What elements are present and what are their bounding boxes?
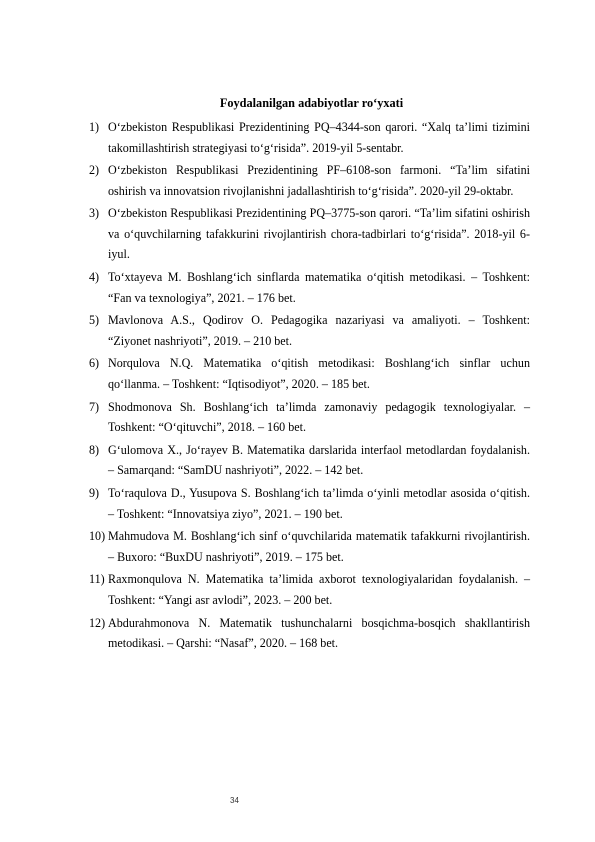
page-title: Foydalanilgan adabiyotlar ro‘yxati	[219, 96, 404, 110]
reference-number: 12)	[89, 615, 106, 630]
reference-text: Raxmonqulova N. Matematika ta’limida axborot texnologiyalaridan foydalanish. – Toshkent: “Yangi asr avlodi”, 2023. – 200 bet.	[108, 572, 530, 607]
list-item	[90, 267, 530, 308]
reference-text: Mavlonova A.S., Qodirov O. Pedagogika nazariyasi va amaliyoti. – Toshkent: “Ziyonet nashriyoti”, 2019. – 210 bet.	[108, 313, 530, 348]
list-item	[90, 613, 530, 654]
list-item	[90, 526, 530, 567]
list-item	[90, 203, 530, 265]
reference-number: 6)	[89, 356, 100, 371]
reference-text: O‘zbekiston Respublikasi Prezidentining PF–6108-son farmoni. “Ta’lim sifatini oshirish va innovatsion rivojlanishni jadallashtirish to‘g‘risida”. 2020-yil 29-oktabr.	[108, 163, 530, 198]
reference-number: 4)	[89, 270, 100, 285]
list-item	[90, 353, 530, 394]
reference-number: 1)	[89, 120, 100, 134]
reference-text: Mahmudova M. Boshlang‘ich sinf o‘quvchilarida matematik tafakkurni rivojlantirish. – Buxoro: “BuxDU nashriyoti”, 2019. – 175 bet.	[108, 529, 530, 564]
list-item	[90, 397, 530, 438]
reference-number: 8)	[89, 442, 100, 457]
reference-text: To‘xtayeva M. Boshlang‘ich sinflarda matematika o‘qitish metodikasi. – Toshkent: “Fan va texnologiya”, 2021. – 176 bet.	[108, 270, 530, 305]
reference-list	[90, 117, 530, 656]
list-item	[90, 569, 530, 610]
reference-number: 11)	[89, 572, 105, 587]
reference-text: Norqulova N.Q. Matematika o‘qitish metodikasi: Boshlang‘ich sinflar uchun qo‘llanma. – Toshkent: “Iqtisodiyot”, 2020. – 185 bet.	[108, 356, 530, 391]
list-item	[90, 310, 530, 351]
list-item	[90, 160, 530, 201]
list-item	[90, 440, 530, 481]
reference-text: O‘zbekiston Respublikasi Prezidentining PQ–4344-son qarori. “Xalq ta’limi tizimini takomillashtirish strategiyasi to‘g‘risida”. 2019-yil 5-sentabr.	[108, 120, 530, 155]
page-number: 34	[230, 796, 239, 805]
reference-text: Shodmonova Sh. Boshlang‘ich ta’limda zamonaviy pedagogik texnologiyalar. – Toshkent: “O‘qituvchi”, 2018. – 160 bet.	[108, 399, 530, 435]
reference-text: G‘ulomova X., Jo‘rayev B. Matematika darslarida interfaol metodlardan foydalanish. – Samarqand: “SamDU nashriyoti”, 2022. – 142 bet.	[108, 442, 530, 478]
reference-number: 9)	[89, 486, 100, 500]
reference-number: 2)	[89, 163, 100, 178]
list-item	[90, 483, 530, 524]
list-item	[90, 117, 530, 158]
reference-number: 7)	[89, 399, 100, 414]
reference-number: 10)	[89, 529, 106, 544]
reference-text: Abdurahmonova N. Matematik tushunchalarni bosqichma-bosqich shakllantirish metodikasi. – Qarshi: “Nasaf”, 2020. – 168 bet.	[108, 615, 530, 651]
reference-text: To‘raqulova D., Yusupova S. Boshlang‘ich ta’limda o‘yinli metodlar asosida o‘qitish. – Toshkent: “Innovatsiya ziyo”, 2021. – 190 bet.	[108, 486, 530, 521]
reference-number: 5)	[89, 313, 100, 328]
reference-number: 3)	[89, 206, 100, 221]
reference-text: O‘zbekiston Respublikasi Prezidentining PQ–3775-son qarori. “Ta’lim sifatini oshirish va o‘quvchilarning tafakkurini rivojlantirish chora-tadbirlari to‘g‘risida”. 2018-yil 6-iyul.	[108, 206, 530, 262]
